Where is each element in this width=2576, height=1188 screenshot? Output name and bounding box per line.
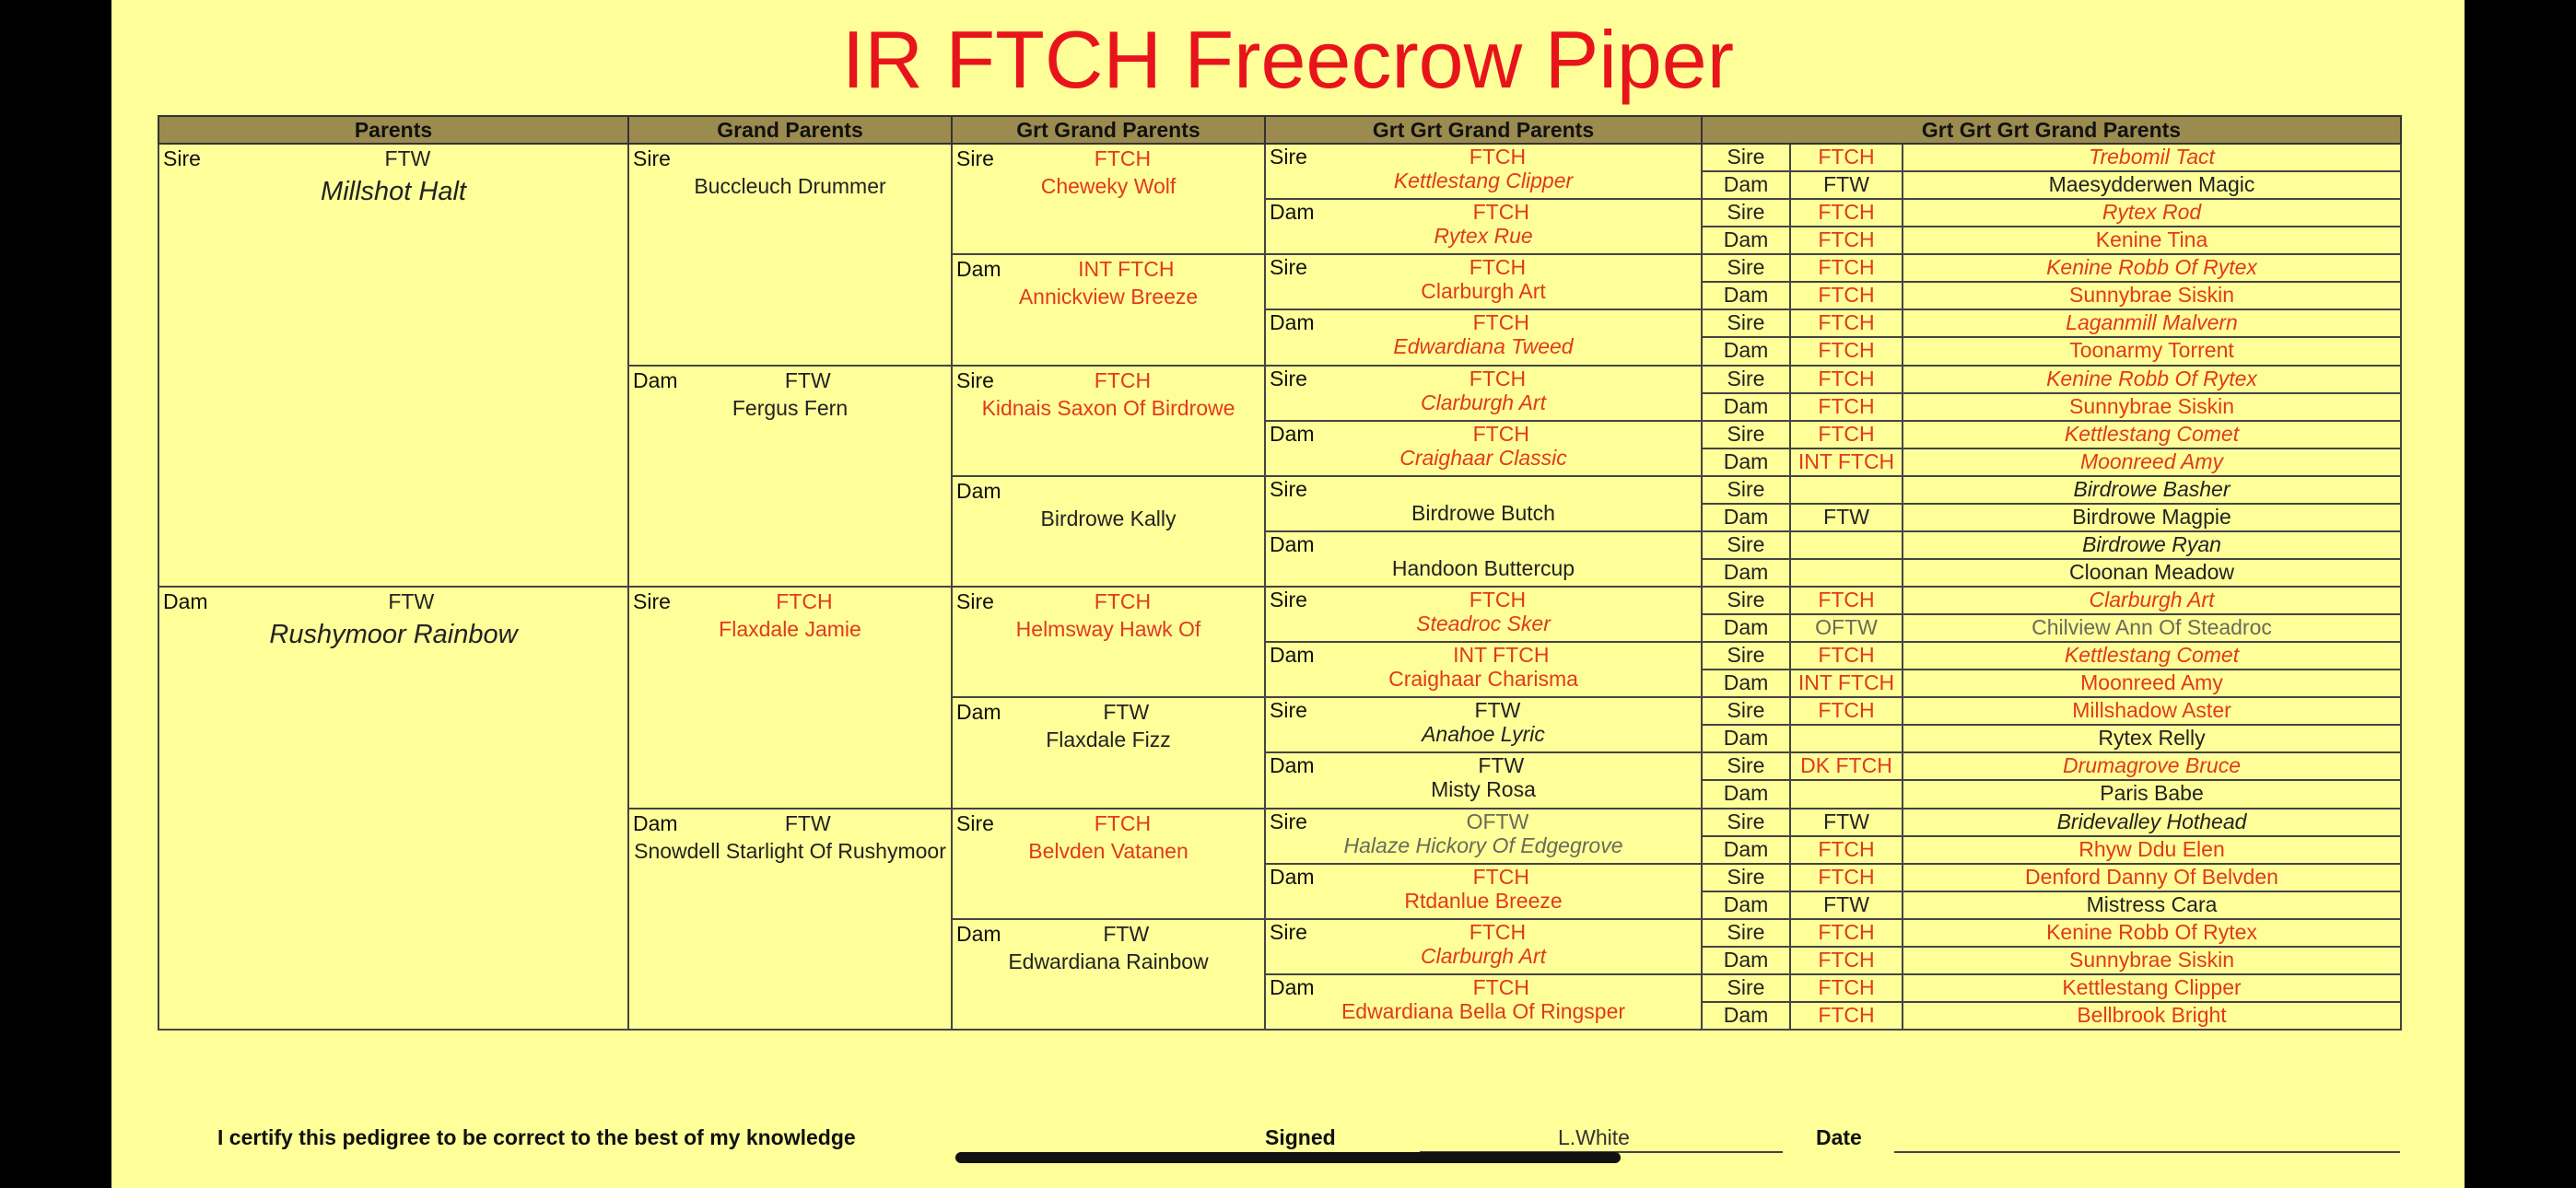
dog-name: Edwardiana Bella Of Ringsper [1341,998,1626,1023]
page-title: IR FTCH Freecrow Piper [841,14,1735,105]
ggg-cell [1265,254,1702,309]
role-label: Sire [633,146,671,170]
role-label: Dam [633,367,678,392]
gggg-name: Denford Danny Of Belvden [1903,864,2401,891]
dog-name: Edwardiana Rainbow [1008,949,1209,973]
gggg-role: Dam [1702,725,1790,752]
role-label: Sire [956,146,994,170]
gggg-name: Bellbrook Bright [1903,1002,2401,1030]
gggg-title: FTCH [1790,919,1903,947]
dog-name: Kidnais Saxon Of Birdrowe [981,395,1235,420]
gggg-role: Sire [1702,919,1790,947]
role-label: Dam [956,700,1001,725]
title-label: FTCH [1469,145,1527,169]
gggg-title [1790,725,1903,752]
gggg-title: FTCH [1790,393,1903,421]
title-label: FTCH [1472,974,1529,999]
gggg-role: Sire [1702,309,1790,337]
dog-name: Clarburgh Art [1421,279,1546,304]
great-grandparent-cell [952,919,1265,1030]
gggg-name: Sunnybrae Siskin [1903,947,2401,974]
gggg-title: FTCH [1790,366,1903,393]
gggg-title: FTCH [1790,1002,1903,1030]
date-line [1894,1151,2400,1153]
title-label: FTCH [1469,588,1527,611]
gggg-role: Dam [1702,891,1790,919]
header-grt-grt-grt-grand-parents: Grt Grt Grt Grand Parents [1702,116,2401,144]
gggg-title: FTCH [1790,864,1903,891]
role-label: Sire [956,367,994,392]
gggg-title: FTW [1790,891,1903,919]
gggg-title: INT FTCH [1790,670,1903,697]
pedigree-document [111,0,2465,1188]
title-label: FTCH [1094,810,1152,835]
role-label: Dam [956,257,1001,282]
gggg-name: Kenine Tina [1903,227,2401,254]
dog-name: Clarburgh Art [1421,390,1546,414]
title-label: FTCH [776,589,833,613]
dog-name: Rushymoor Rainbow [269,620,518,649]
ggg-cell [1265,974,1702,1030]
gggg-title: FTCH [1790,282,1903,309]
gggg-title: FTCH [1790,421,1903,448]
header-row [158,116,2401,144]
gggg-title: DK FTCH [1790,752,1903,780]
role-label: Dam [163,589,208,613]
gggg-role: Dam [1702,559,1790,587]
great-grandparent-cell [952,476,1265,587]
gggg-name: Rytex Relly [1903,725,2401,752]
role-label: Sire [1270,698,1307,723]
gggg-name: Birdrowe Magpie [1903,504,2401,531]
great-grandparent-cell [952,144,1265,254]
gggg-name: Trebomil Tact [1903,144,2401,171]
title-label: FTW [1478,753,1525,778]
gggg-title: FTCH [1790,947,1903,974]
gggg-name: Sunnybrae Siskin [1903,393,2401,421]
gggg-title: FTCH [1790,836,1903,864]
gggg-title: FTCH [1790,587,1903,614]
gggg-name: Moonreed Amy [1903,448,2401,476]
grandparent-cell [628,809,952,1031]
title-label: INT FTCH [1453,643,1550,668]
ggg-cell [1265,587,1702,642]
gggg-role: Sire [1702,587,1790,614]
dog-name: Helmsway Hawk Of [1015,617,1201,641]
role-label: Sire [1270,145,1307,169]
gggg-name: Birdrowe Basher [1903,476,2401,504]
role-label: Dam [1270,753,1315,778]
ggg-cell [1265,697,1702,752]
title-label: FTW [784,810,831,835]
gggg-title: FTCH [1790,642,1903,670]
great-grandparent-cell [952,809,1265,919]
title-label: FTCH [1472,864,1529,889]
gggg-title: FTW [1790,809,1903,836]
gggg-title [1790,559,1903,587]
parent-cell [158,587,628,1030]
role-label: Dam [1270,643,1315,668]
gggg-title: OFTW [1790,614,1903,642]
gggg-name: Clarburgh Art [1903,587,2401,614]
title-label: FTW [784,367,831,392]
gggg-name: Kettlestang Clipper [1903,974,2401,1002]
gggg-name: Kenine Robb Of Rytex [1903,254,2401,282]
gggg-title: INT FTCH [1790,448,1903,476]
role-label: Sire [1270,255,1307,280]
gggg-name: Toonarmy Torrent [1903,337,2401,365]
dog-name: Flaxdale Fizz [1046,728,1171,752]
header-grt-grt-grand-parents: Grt Grt Grand Parents [1265,116,1702,144]
dog-name: Steadroc Sker [1416,611,1551,635]
dog-name: Halaze Hickory Of Edgegrove [1343,833,1623,857]
dog-name: Craighaar Charisma [1388,667,1578,692]
gggg-title: FTCH [1790,199,1903,227]
gggg-role: Sire [1702,476,1790,504]
home-indicator[interactable] [955,1152,1621,1163]
dog-name: Clarburgh Art [1421,943,1546,968]
gggg-name: Laganmill Malvern [1903,309,2401,337]
date-label: Date [1816,1125,1862,1149]
gggg-role: Sire [1702,421,1790,448]
gggg-role: Dam [1702,504,1790,531]
gggg-role: Dam [1702,448,1790,476]
title-label: FTCH [1472,200,1529,225]
title-label: FTW [384,146,431,170]
role-label: Sire [1270,919,1307,944]
title-label: FTCH [1472,421,1529,446]
gggg-role: Sire [1702,809,1790,836]
gggg-role: Sire [1702,697,1790,725]
gggg-title: FTCH [1790,337,1903,365]
gggg-role: Dam [1702,282,1790,309]
gggg-title [1790,476,1903,504]
title-label: FTCH [1094,589,1152,613]
ggg-cell [1265,752,1702,808]
dog-name: Birdrowe Butch [1411,500,1555,525]
gggg-name: Kettlestang Comet [1903,642,2401,670]
dog-name: Kettlestang Clipper [1393,169,1574,192]
ggg-cell [1265,642,1702,697]
parent-cell [158,144,628,587]
role-label: Dam [1270,864,1315,889]
gggg-name: Kenine Robb Of Rytex [1903,366,2401,393]
title-label [1001,479,1251,503]
role-label: Sire [633,589,671,613]
certify-statement: I certify this pedigree to be correct to the best of my knowledge [217,1125,856,1149]
title-label: FTCH [1094,146,1152,170]
gggg-role: Dam [1702,1002,1790,1030]
role-label: Sire [1270,809,1307,833]
header-grand-parents: Grand Parents [628,116,952,144]
great-grandparent-cell [952,254,1265,365]
gggg-title: FTCH [1790,309,1903,337]
title-label: FTW [1103,921,1150,946]
title-label: INT FTCH [1078,257,1175,282]
title-label: FTW [1103,700,1150,725]
gggg-role: Dam [1702,836,1790,864]
ggg-cell [1265,531,1702,587]
title-label [1307,477,1688,501]
gggg-name: Cloonan Meadow [1903,559,2401,587]
gggg-title [1790,780,1903,808]
role-label: Sire [956,589,994,613]
dog-name: Flaxdale Jamie [719,617,861,641]
grandparent-cell [628,366,952,588]
title-label [671,146,938,170]
gggg-role: Dam [1702,337,1790,365]
role-label: Dam [1270,200,1315,225]
role-label: Dam [633,810,678,835]
grandparent-cell [628,144,952,366]
gggg-title [1790,531,1903,559]
dog-name: Belvden Vatanen [1028,838,1188,863]
role-label: Dam [1270,310,1315,335]
grandparent-cell [628,587,952,809]
header-grt-grand-parents: Grt Grand Parents [952,116,1265,144]
signed-label: Signed [1265,1125,1336,1149]
ggg-cell [1265,366,1702,421]
ggg-cell [1265,476,1702,531]
dog-name: Millshot Halt [321,177,466,206]
gggg-role: Sire [1702,254,1790,282]
great-grandparent-cell [952,697,1265,808]
gggg-role: Dam [1702,393,1790,421]
role-label: Sire [1270,366,1307,390]
ggg-cell [1265,809,1702,864]
title-label: FTCH [1469,255,1527,280]
dog-name: Cheweky Wolf [1040,174,1177,198]
ggg-cell [1265,864,1702,919]
gggg-name: Sunnybrae Siskin [1903,282,2401,309]
gggg-title: FTCH [1790,144,1903,171]
gggg-name: Rytex Rod [1903,199,2401,227]
gggg-title: FTW [1790,171,1903,199]
gggg-role: Dam [1702,780,1790,808]
gggg-role: Dam [1702,614,1790,642]
role-label: Dam [1270,421,1315,446]
gggg-role: Sire [1702,864,1790,891]
role-label: Sire [1270,476,1307,501]
dog-name: Rytex Rue [1434,224,1533,249]
gggg-name: Bridevalley Hothead [1903,809,2401,836]
dog-name: Fergus Fern [732,395,849,420]
dog-name: Craighaar Classic [1399,445,1567,470]
dog-name: Misty Rosa [1431,777,1536,802]
dog-name: Birdrowe Kally [1040,506,1177,530]
ggg-cell [1265,144,1702,199]
gggg-role: Sire [1702,974,1790,1002]
signature: L.White [1558,1125,1630,1149]
gggg-role: Dam [1702,171,1790,199]
dog-name: Handoon Buttercup [1391,555,1575,580]
gggg-name: Chilview Ann Of Steadroc [1903,614,2401,642]
pedigree-table [158,115,2402,1031]
gggg-role: Sire [1702,642,1790,670]
gggg-name: Kenine Robb Of Rytex [1903,919,2401,947]
dog-name: Annickview Breeze [1018,285,1199,309]
title-label: FTCH [1094,367,1152,392]
gggg-title: FTW [1790,504,1903,531]
role-label: Sire [956,810,994,835]
gggg-title: FTCH [1790,254,1903,282]
great-grandparent-cell [952,587,1265,697]
table-row [158,144,2401,171]
gggg-name: Rhyw Ddu Elen [1903,836,2401,864]
great-grandparent-cell [952,366,1265,476]
dog-name: Anahoe Lyric [1422,722,1545,747]
table-row [158,587,2401,614]
gggg-name: Moonreed Amy [1903,670,2401,697]
title-label: OFTW [1466,809,1529,833]
title-label: FTCH [1469,366,1527,390]
gggg-role: Sire [1702,366,1790,393]
gggg-role: Sire [1702,199,1790,227]
gggg-name: Birdrowe Ryan [1903,531,2401,559]
gggg-role: Dam [1702,227,1790,254]
gggg-name: Kettlestang Comet [1903,421,2401,448]
ggg-cell [1265,421,1702,476]
header-parents: Parents [158,116,628,144]
title-label [1315,532,1688,556]
ggg-cell [1265,309,1702,365]
gggg-role: Sire [1702,144,1790,171]
title-label: FTW [1474,698,1521,723]
ggg-cell [1265,919,1702,974]
dog-name: Edwardiana Tweed [1393,334,1574,359]
title-label: FTCH [1469,919,1527,944]
title-label: FTW [388,589,435,613]
gggg-title: FTCH [1790,227,1903,254]
dog-name: Snowdell Starlight Of Rushymoor [634,838,946,863]
gggg-role: Sire [1702,752,1790,780]
gggg-title: FTCH [1790,697,1903,725]
dog-name: Rtdanlue Breeze [1404,888,1563,913]
role-label: Dam [956,921,1001,946]
role-label: Dam [1270,531,1315,556]
gggg-role: Dam [1702,947,1790,974]
gggg-role: Sire [1702,531,1790,559]
gggg-role: Dam [1702,670,1790,697]
title-label: FTCH [1472,310,1529,335]
gggg-name: Paris Babe [1903,780,2401,808]
role-label: Dam [1270,974,1315,999]
ggg-cell [1265,199,1702,254]
role-label: Sire [1270,588,1307,611]
role-label: Dam [956,478,1001,503]
gggg-name: Millshadow Aster [1903,697,2401,725]
role-label: Sire [163,146,201,170]
gggg-title: FTCH [1790,974,1903,1002]
dog-name: Buccleuch Drummer [694,174,886,198]
gggg-name: Drumagrove Bruce [1903,752,2401,780]
gggg-name: Maesydderwen Magic [1903,171,2401,199]
gggg-name: Mistress Cara [1903,891,2401,919]
